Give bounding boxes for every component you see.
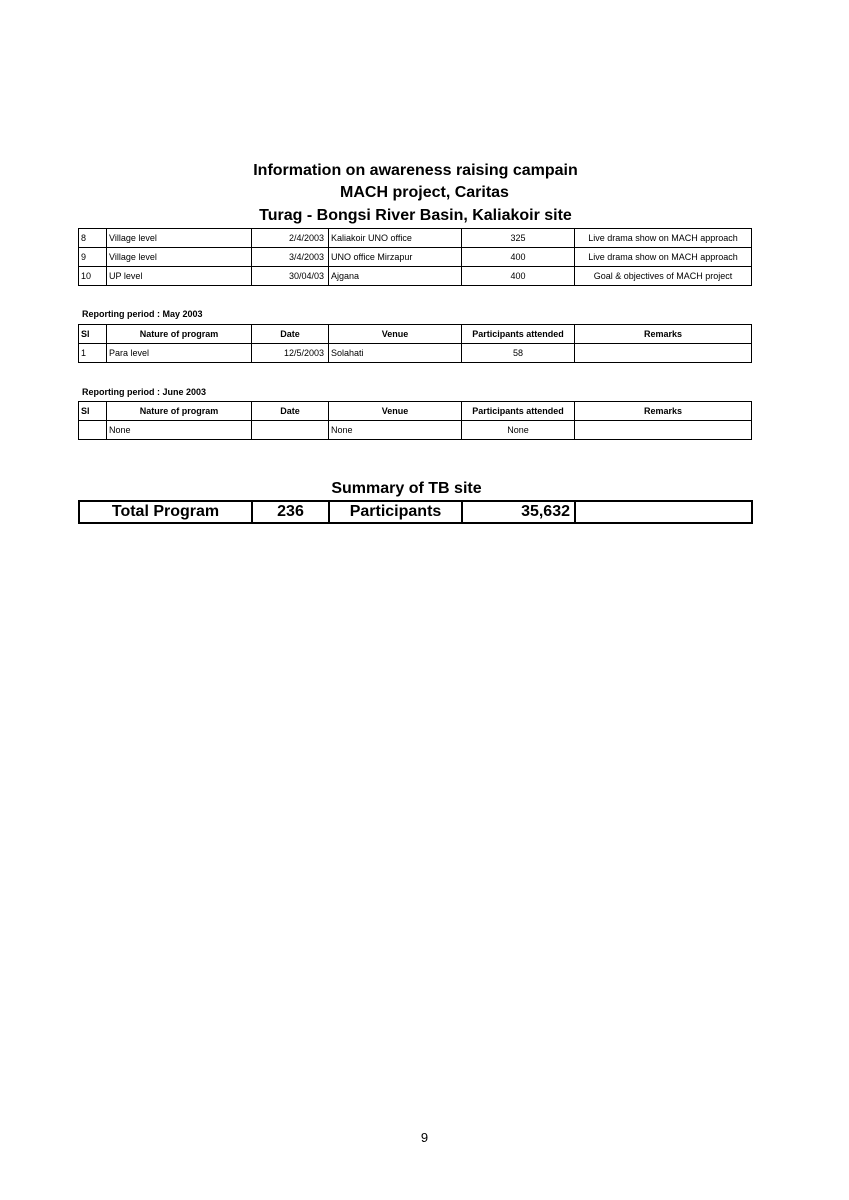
summary-title: Summary of TB site bbox=[331, 480, 482, 497]
reporting-period-may: Reporting period : May 2003 bbox=[82, 309, 203, 319]
participants-cell: 400 bbox=[462, 267, 575, 286]
table-row bbox=[79, 248, 752, 267]
header-venue: Venue bbox=[329, 402, 462, 421]
program-cell: None bbox=[107, 421, 252, 440]
header-participants: Participants attended bbox=[462, 325, 575, 344]
program-cell: Village level bbox=[107, 229, 252, 248]
header-date: Date bbox=[252, 402, 329, 421]
participants-cell: 58 bbox=[462, 344, 575, 363]
remarks-cell: Live drama show on MACH approach bbox=[575, 229, 752, 248]
page-number: 9 bbox=[420, 1130, 429, 1145]
table-row bbox=[79, 344, 752, 363]
table-header-row bbox=[79, 402, 752, 421]
title-line-1: Information on awareness raising campain bbox=[253, 162, 578, 179]
date-cell: 2/4/2003 bbox=[252, 229, 329, 248]
total-program-label: Total Program bbox=[79, 501, 252, 523]
remarks-cell bbox=[575, 344, 752, 363]
remarks-cell bbox=[575, 421, 752, 440]
program-cell: Para level bbox=[107, 344, 252, 363]
venue-cell: Solahati bbox=[329, 344, 462, 363]
header-sl: Sl bbox=[79, 325, 107, 344]
title-line-2: MACH project, Caritas bbox=[340, 184, 509, 201]
table-header-row bbox=[79, 325, 752, 344]
sl-cell bbox=[79, 421, 107, 440]
summary-row bbox=[79, 501, 752, 523]
table-row bbox=[79, 267, 752, 286]
header-date: Date bbox=[252, 325, 329, 344]
sl-cell: 8 bbox=[79, 229, 107, 248]
venue-cell: Kaliakoir UNO office bbox=[329, 229, 462, 248]
program-cell: UP level bbox=[107, 267, 252, 286]
header-program: Nature of program bbox=[107, 325, 252, 344]
participants-cell: 325 bbox=[462, 229, 575, 248]
venue-cell: Ajgana bbox=[329, 267, 462, 286]
remarks-cell: Goal & objectives of MACH project bbox=[575, 267, 752, 286]
participants-label: Participants bbox=[329, 501, 462, 523]
date-cell: 12/5/2003 bbox=[252, 344, 329, 363]
reporting-period-june: Reporting period : June 2003 bbox=[82, 387, 207, 397]
document-title bbox=[0, 160, 849, 228]
total-program-value: 236 bbox=[252, 501, 329, 523]
program-table-may bbox=[78, 324, 752, 363]
header-remarks: Remarks bbox=[575, 402, 752, 421]
header-venue: Venue bbox=[329, 325, 462, 344]
header-sl: Sl bbox=[79, 402, 107, 421]
table-row bbox=[79, 229, 752, 248]
header-participants: Participants attended bbox=[462, 402, 575, 421]
date-cell bbox=[252, 421, 329, 440]
program-table-april bbox=[78, 228, 752, 286]
sl-cell: 9 bbox=[79, 248, 107, 267]
venue-cell: None bbox=[329, 421, 462, 440]
venue-cell: UNO office Mirzapur bbox=[329, 248, 462, 267]
title-line-3: Turag - Bongsi River Basin, Kaliakoir site bbox=[259, 207, 572, 224]
participants-cell: None bbox=[462, 421, 575, 440]
program-table-june bbox=[78, 401, 752, 440]
summary-empty-cell bbox=[575, 501, 752, 523]
sl-cell: 1 bbox=[79, 344, 107, 363]
sl-cell: 10 bbox=[79, 267, 107, 286]
remarks-cell: Live drama show on MACH approach bbox=[575, 248, 752, 267]
program-cell: Village level bbox=[107, 248, 252, 267]
summary-table bbox=[78, 500, 753, 524]
table-row bbox=[79, 421, 752, 440]
participants-value: 35,632 bbox=[462, 501, 575, 523]
header-program: Nature of program bbox=[107, 402, 252, 421]
participants-cell: 400 bbox=[462, 248, 575, 267]
header-remarks: Remarks bbox=[575, 325, 752, 344]
date-cell: 3/4/2003 bbox=[252, 248, 329, 267]
date-cell: 30/04/03 bbox=[252, 267, 329, 286]
